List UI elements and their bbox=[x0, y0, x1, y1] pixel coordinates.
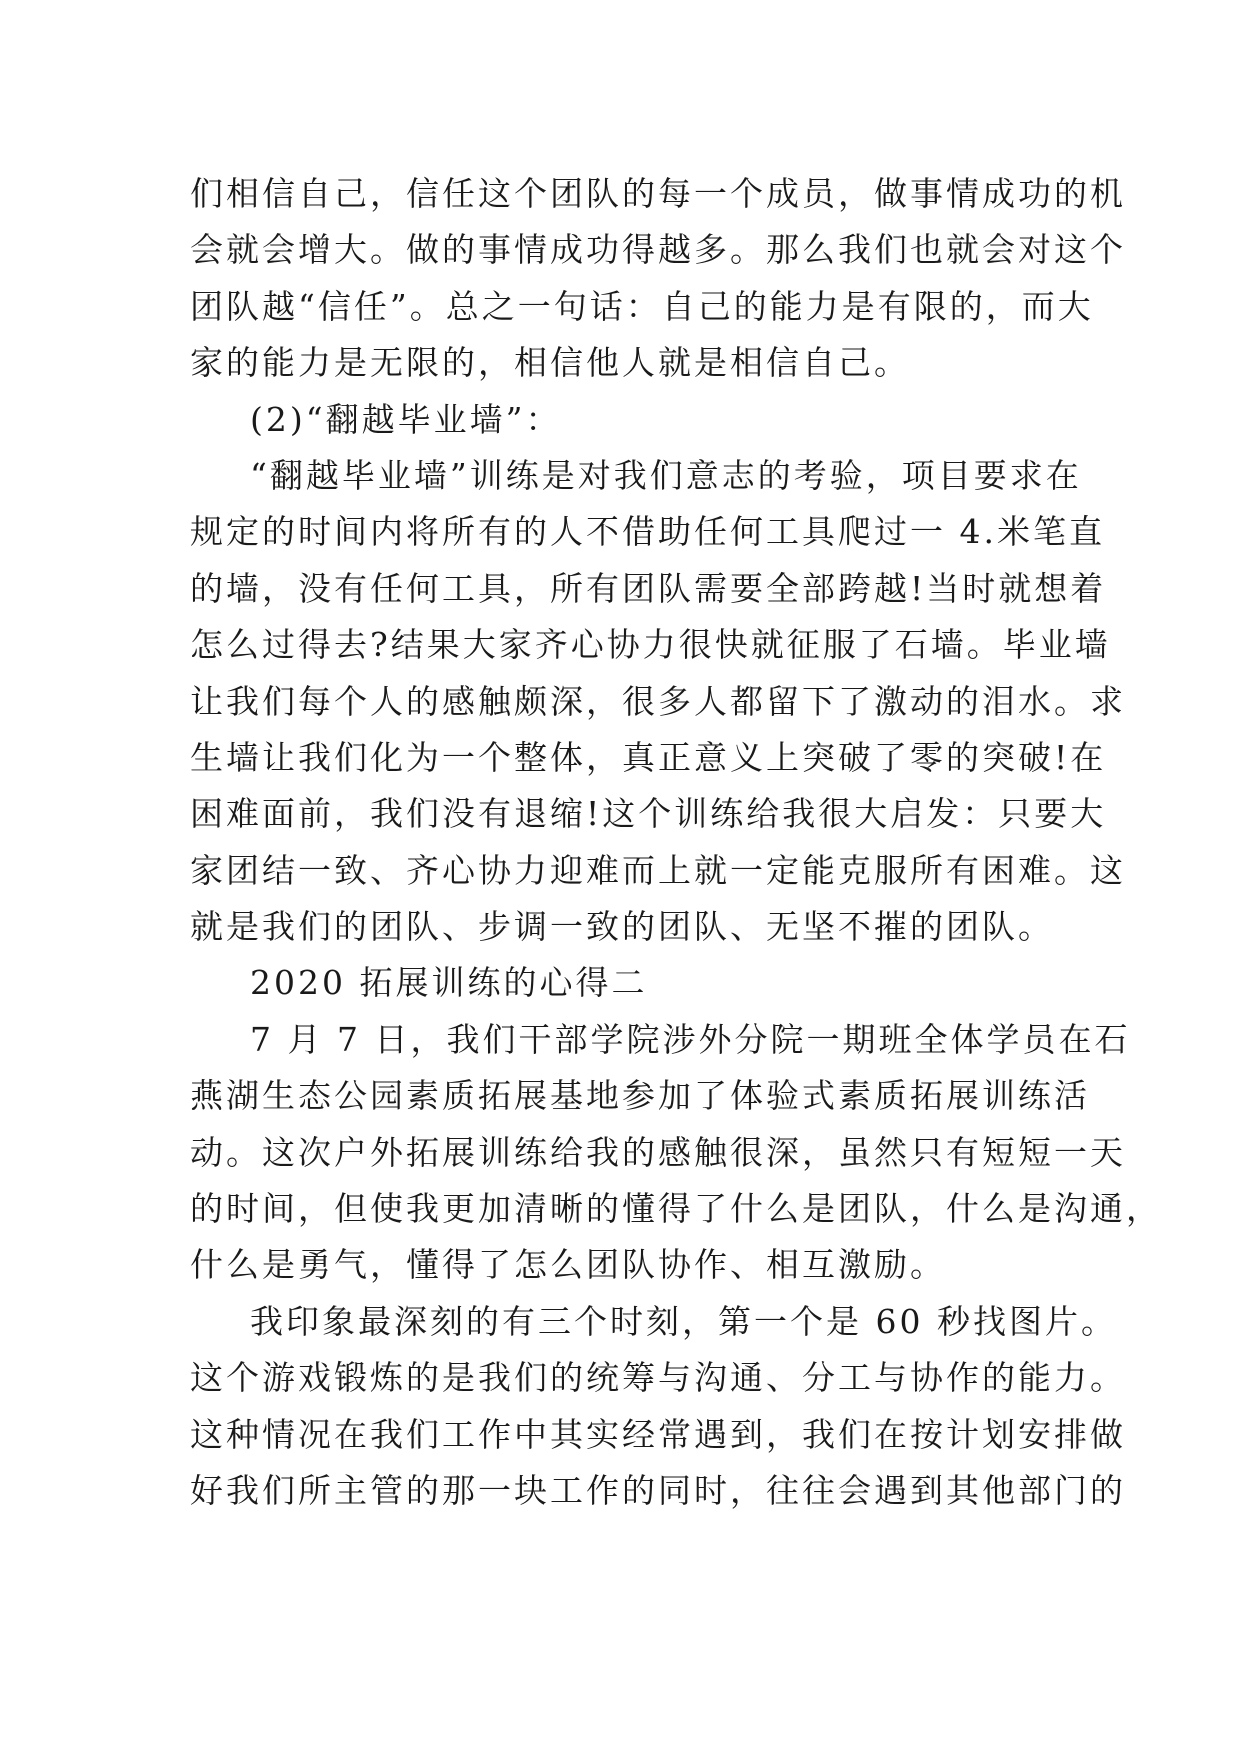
text-line: 燕湖生态公园素质拓展基地参加了体验式素质拓展训练活 bbox=[190, 1076, 1090, 1116]
text-line: 生墙让我们化为一个整体，真正意义上突破了零的突破!在 bbox=[190, 737, 1107, 777]
text-line: 这个游戏锻炼的是我们的统筹与沟通、分工与协作的能力。 bbox=[190, 1358, 1126, 1398]
text-line: 2020 拓展训练的心得二 bbox=[250, 963, 648, 1003]
document-body bbox=[190, 166, 1162, 1519]
text-line: 好我们所主管的那一块工作的同时，往往会遇到其他部门的 bbox=[190, 1470, 1126, 1510]
text-line: 什么是勇气，懂得了怎么团队协作、相互激励。 bbox=[190, 1245, 946, 1285]
text-line: 我印象最深刻的有三个时刻，第一个是 60 秒找图片。 bbox=[250, 1301, 1117, 1341]
text-line: 这种情况在我们工作中其实经常遇到，我们在按计划安排做 bbox=[190, 1414, 1126, 1454]
text-line: 们相信自己，信任这个团队的每一个成员，做事情成功的机 bbox=[190, 174, 1126, 213]
text-line: 的时间，但使我更加清晰的懂得了什么是团队，什么是沟通， bbox=[190, 1189, 1162, 1229]
text-line: 团队越“信任”。总之一句话：自己的能力是有限的，而大 bbox=[190, 286, 1094, 326]
text-line: “翻越毕业墙”训练是对我们意志的考验，项目要求在 bbox=[250, 455, 1082, 495]
text-line: 家团结一致、齐心协力迎难而上就一定能克服所有困难。这 bbox=[190, 850, 1126, 890]
text-line: (2)“翻越毕业墙”： bbox=[250, 399, 562, 439]
text-line: 的墙，没有任何工具，所有团队需要全部跨越!当时就想着 bbox=[190, 568, 1107, 608]
text-line: 怎么过得去?结果大家齐心协力很快就征服了石墙。毕业墙 bbox=[190, 625, 1111, 665]
text-line: 规定的时间内将所有的人不借助任何工具爬过一 4.米笔直 bbox=[190, 512, 1105, 552]
text-line: 家的能力是无限的，相信他人就是相信自己。 bbox=[190, 343, 910, 383]
text-line: 动。这次户外拓展训练给我的感触很深，虽然只有短短一天 bbox=[190, 1132, 1126, 1172]
text-line: 就是我们的团队、步调一致的团队、无坚不摧的团队。 bbox=[190, 907, 1054, 947]
text-line: 让我们每个人的感触颇深，很多人都留下了激动的泪水。求 bbox=[190, 681, 1126, 721]
text-line: 7 月 7 日，我们干部学院涉外分院一期班全体学员在石 bbox=[250, 1019, 1131, 1059]
text-line: 会就会增大。做的事情成功得越多。那么我们也就会对这个 bbox=[190, 230, 1126, 270]
text-line: 困难面前，我们没有退缩!这个训练给我很大启发：只要大 bbox=[190, 794, 1107, 834]
